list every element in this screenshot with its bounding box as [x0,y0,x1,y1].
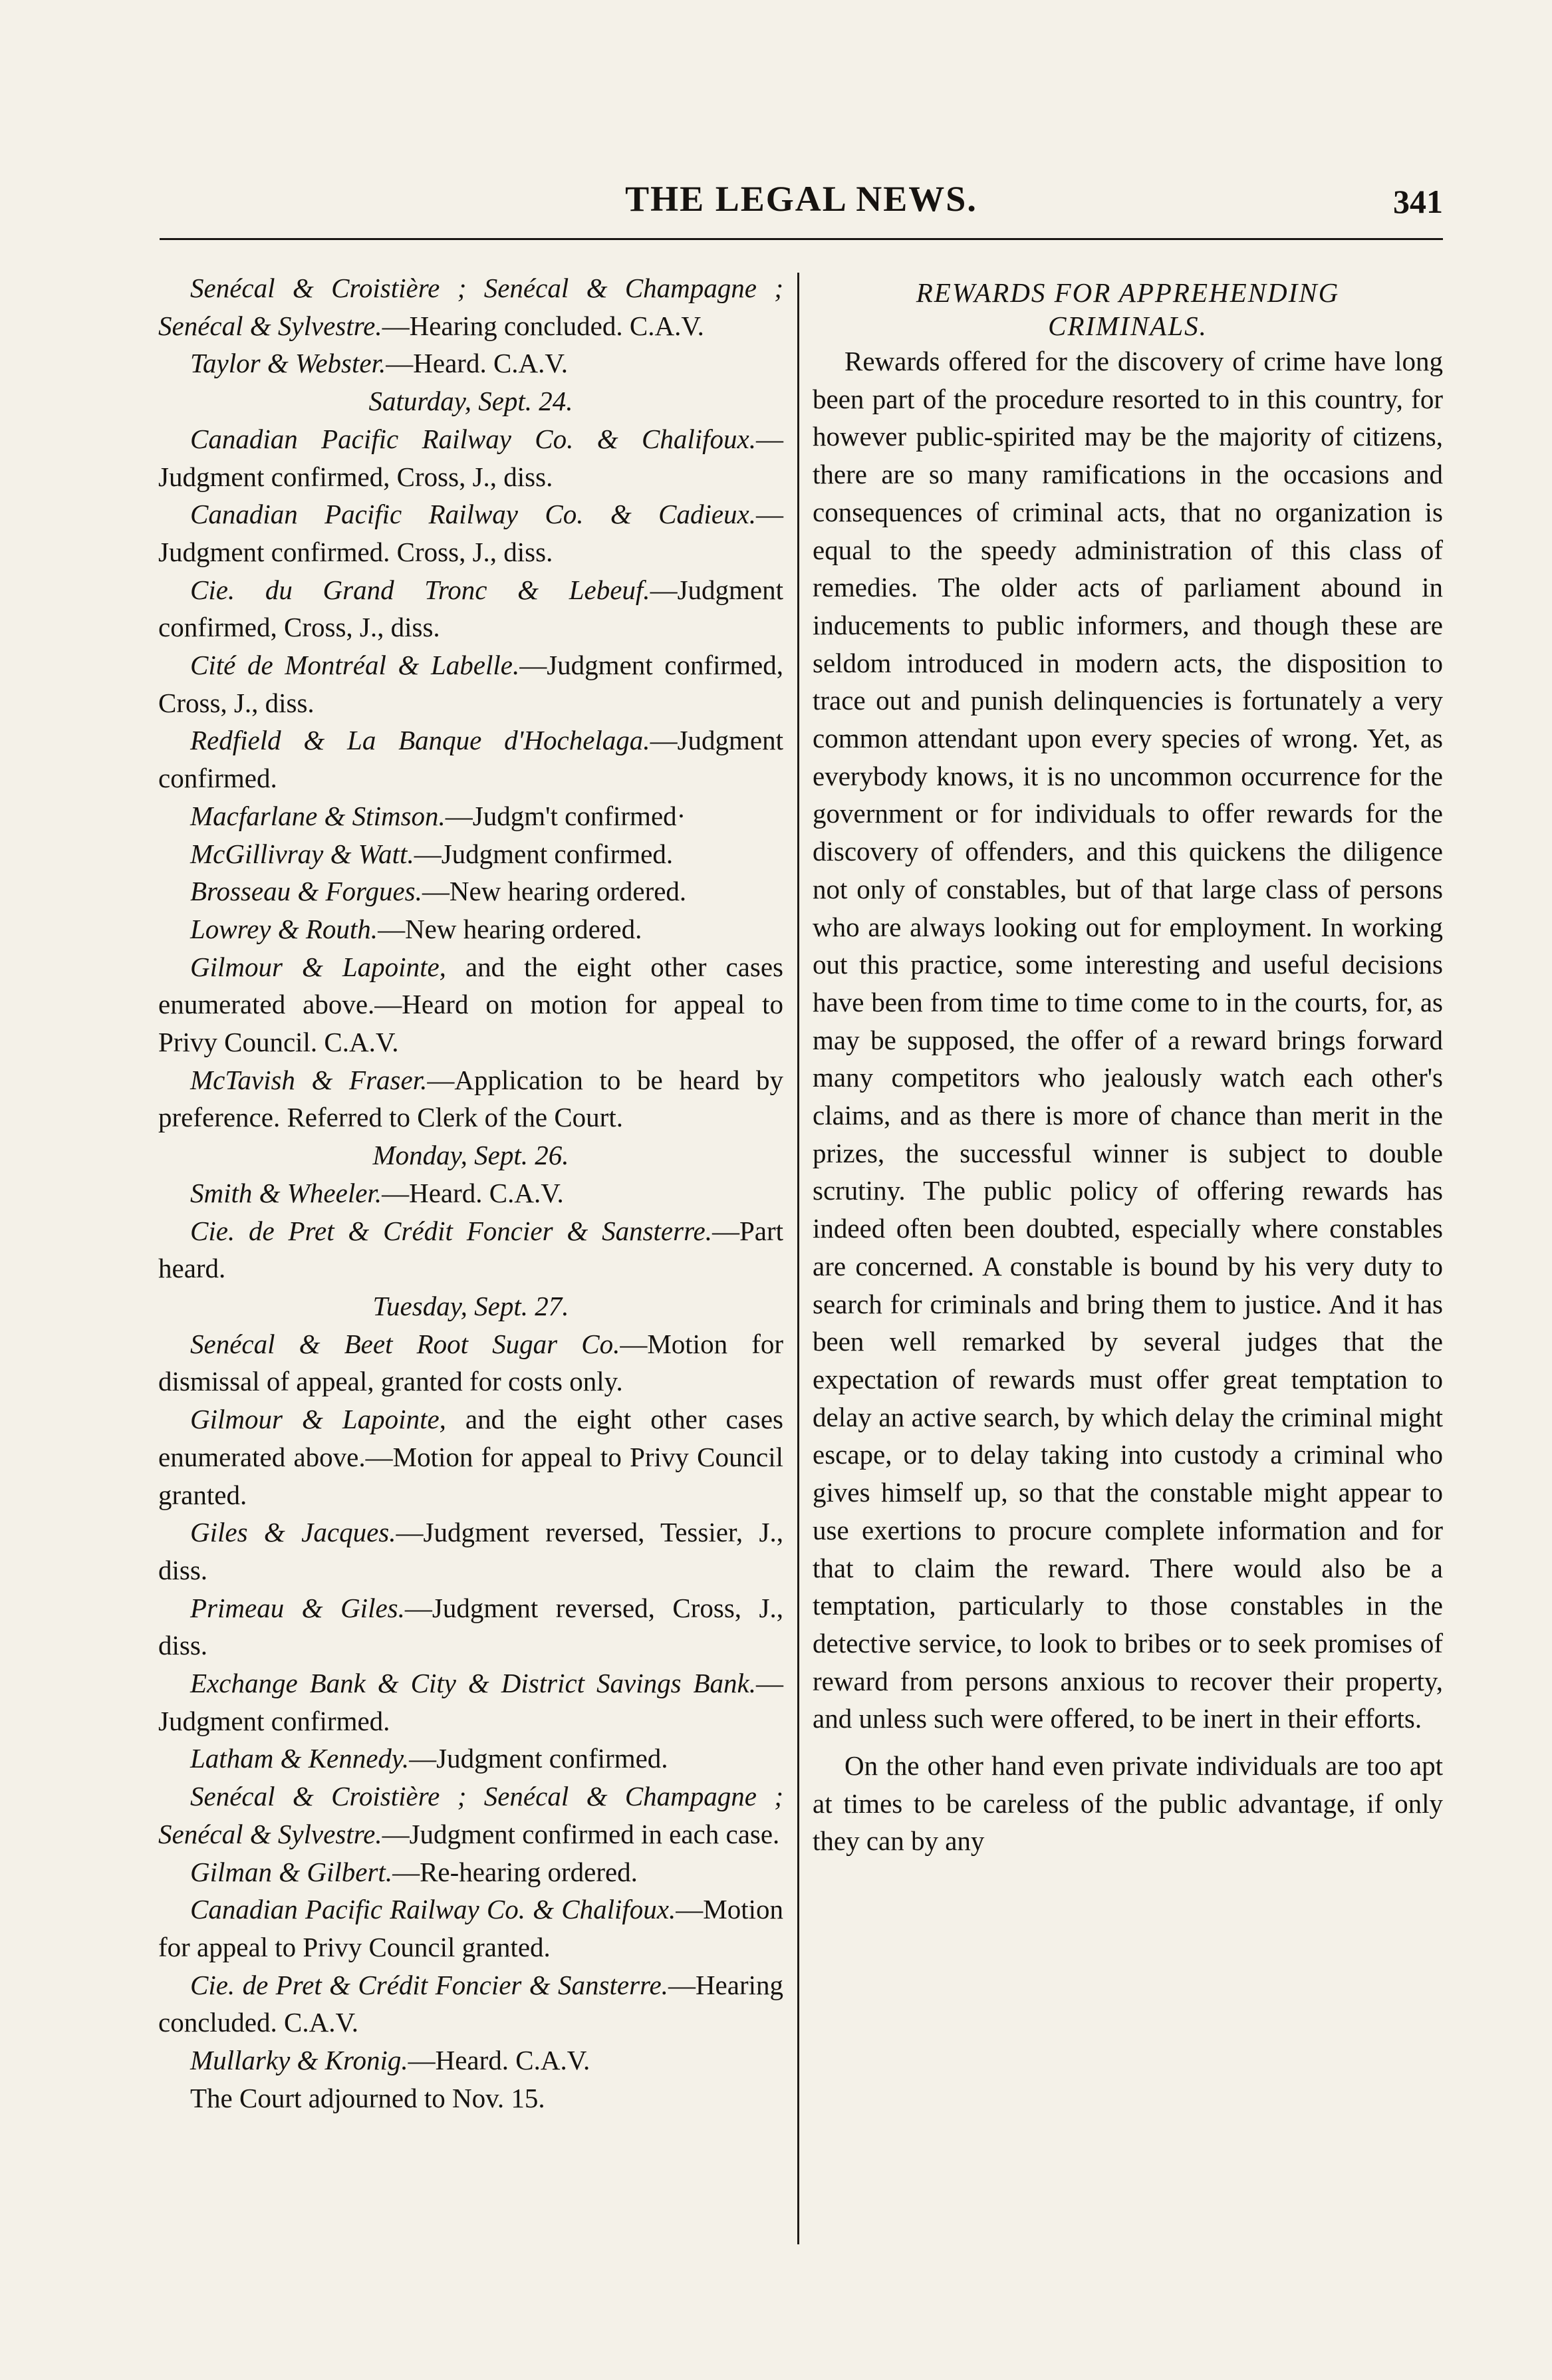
case-parties: McGillivray & Watt. [190,838,414,869]
case-entry [158,1778,783,1853]
case-parties: Senécal & Croistière ; Senécal & Champagne ; Senécal & Sylvestre. [158,1781,783,1849]
case-outcome: —Judgment confirmed. Cross, J., diss. [158,499,783,567]
page-number: 341 [1393,183,1443,220]
case-parties: Canadian Pacific Railway Co. & Chalifoux. [190,423,756,454]
sitting-date: Saturday, Sept. 24. [368,386,573,417]
right-column [813,269,1443,1860]
case-entry [158,1891,783,1966]
case-outcome: and the eight other cases enumerated above.—Motion for appeal to Privy Council granted. [158,1404,783,1510]
case-outcome: —Hearing concluded. C.A.V. [158,1969,783,2038]
article-paragraph: On the other hand even private individuals are too apt at times to be careless of the public advantage, if only they can by any [813,1750,1443,1857]
case-parties: Lowrey & Routh. [190,913,378,944]
case-parties: Cité de Montréal & Labelle. [190,650,520,681]
case-entry [158,910,783,948]
case-parties: McTavish & Fraser. [190,1064,428,1095]
case-parties: Latham & Kennedy. [190,1743,410,1774]
column-divider [797,273,799,2244]
case-parties: Smith & Wheeler. [190,1177,382,1208]
case-outcome: —Judgment confirmed, Cross, J., diss. [158,574,783,643]
case-outcome: —Judgment confirmed, Cross, J., diss. [158,423,783,492]
case-entry [158,1174,783,1212]
case-entry [158,495,783,571]
case-parties: Macfarlane & Stimson. [190,800,446,831]
case-entry [158,1325,783,1400]
case-entry [158,1966,783,2042]
case-outcome: —Judgment confirmed. [414,838,674,869]
case-entry [158,1212,783,1287]
case-entry [158,948,783,1061]
court-adjourned-note: The Court adjourned to Nov. 15. [190,2082,545,2113]
case-outcome: —Judgment confirmed. [409,1743,668,1774]
case-outcome: —Judgment confirmed. [158,725,783,794]
article-title-line2: CRIMINALS. [1048,311,1208,341]
case-entry [158,1514,783,1589]
case-entry [158,571,783,646]
case-parties: Taylor & Webster. [190,348,386,379]
case-parties: Cie. de Pret & Crédit Foncier & Sansterre. [190,1969,668,2000]
case-outcome: —Motion for dismissal of appeal, granted for costs only. [158,1328,783,1397]
case-entry [158,1740,783,1778]
case-outcome: —Judgment confirmed. [158,1668,783,1736]
running-title: THE LEGAL NEWS. [625,179,977,219]
case-entry [158,872,783,910]
case-parties: Gilmour & Lapointe, [190,951,446,982]
case-entry [158,1664,783,1740]
case-parties: Senécal & Croistière ; Senécal & Champagne ; Senécal & Sylvestre. [158,273,783,341]
case-parties: Primeau & Giles. [190,1592,405,1623]
header-rule [160,238,1443,240]
case-outcome: —New hearing ordered. [378,913,642,944]
case-parties: Senécal & Beet Root Sugar Co. [190,1328,620,1359]
case-entry [158,269,783,344]
case-entry [158,344,783,382]
case-outcome: —New hearing ordered. [422,876,687,907]
case-entry [158,646,783,722]
case-entry [158,1853,783,1891]
case-outcome: —Heard. C.A.V. [408,2045,590,2076]
case-entry [158,835,783,873]
case-outcome: —Heard. C.A.V. [386,348,568,379]
case-entry [158,1400,783,1514]
case-parties: Redfield & La Banque d'Hochelaga. [190,725,650,756]
case-parties: Mullarky & Kronig. [190,2045,408,2076]
case-outcome: —Judgm't confirmed· [445,800,686,831]
case-outcome: —Judgment confirmed in each case. [382,1818,780,1849]
case-parties: Brosseau & Forgues. [190,876,422,907]
case-parties: Gilmour & Lapointe, [190,1404,446,1435]
case-parties: Gilman & Gilbert. [190,1856,393,1887]
case-outcome: —Judgment reversed, Cross, J., diss. [158,1592,783,1661]
case-outcome: —Judgment reversed, Tessier, J., diss. [158,1517,783,1585]
sitting-date: Tuesday, Sept. 27. [372,1290,569,1321]
case-outcome: —Part heard. [158,1215,783,1284]
case-parties: Exchange Bank & City & District Savings Bank. [190,1668,756,1699]
case-entry [158,1589,783,1664]
case-parties: Cie. du Grand Tronc & Lebeuf. [190,574,650,605]
case-parties: Canadian Pacific Railway Co. & Cadieux. [190,499,756,530]
case-parties: Cie. de Pret & Crédit Foncier & Sansterre. [190,1215,712,1246]
case-parties: Canadian Pacific Railway Co. & Chalifoux. [190,1894,676,1925]
case-outcome: —Heard. C.A.V. [382,1177,564,1208]
article-title [813,269,1443,342]
page-header [160,178,1443,231]
article-title-line1: REWARDS FOR APPREHENDING [916,277,1340,308]
case-entry [158,1061,783,1136]
case-outcome: —Re-hearing ordered. [392,1856,638,1887]
case-outcome: —Hearing concluded. C.A.V. [382,310,704,341]
case-parties: Giles & Jacques. [190,1517,396,1548]
case-outcome: —Application to be heard by preference. Referred to Clerk of the Court. [158,1064,783,1133]
case-outcome: —Motion for appeal to Privy Council granted. [158,1894,783,1962]
case-entry [158,722,783,797]
case-outcome: —Judgment confirmed, Cross, J., diss. [158,650,784,718]
case-outcome: and the eight other cases enumerated above.—Heard on motion for appeal to Privy Council. C.A.V. [158,951,783,1058]
case-entry [158,797,783,835]
sitting-date: Monday, Sept. 26. [372,1140,569,1171]
case-entry [158,420,783,495]
article-paragraph: Rewards offered for the discovery of crime have long been part of the procedure resorted to in this country, for however public-spirited may be the majority of citizens, there are so many ramifications in the occasions and consequences of criminal acts, that no organization is equal to the speedy administration of this class of remedies. The older acts of parliament abound in inducements to public informers, and though these are seldom introduced in modern acts, the disposition to trace out and punish delinquencies is fortunately a very common attendant upon every species of wrong. Yet, as everybody knows, it is no uncommon occurrence for the government or for individuals to offer rewards for the discovery of offenders, and this quickens the diligence not only of constables, but of that large class of persons who are always looking out for employment. In working out this practice, some interesting and useful decisions have been from time to time come to in the courts, for, as may be supposed, the offer of a reward brings forward many competitors who jealously watch each other's claims, and as there is more of chance than merit in the prizes, the successful winner is subject to double scrutiny. The public policy of offering rewards has indeed often been doubted, especially where constables are concerned. A constable is bound by his very duty to search for criminals and bring them to justice. And it has been well remarked by several judges that the expectation of rewards must offer great temptation to delay an active search, by which delay the criminal might escape, or to delay taking into custody a criminal who gives himself up, so that the constable might appear to use exertions to procure complete information and for that to claim the reward. There would also be a temptation, particularly to those constables in the detective service, to look to bribes or to seek promises of reward from persons anxious to recover their property, and unless such were offered, to be inert in their efforts. [813,346,1443,1734]
left-column [158,269,783,2117]
case-entry [158,2042,783,2079]
